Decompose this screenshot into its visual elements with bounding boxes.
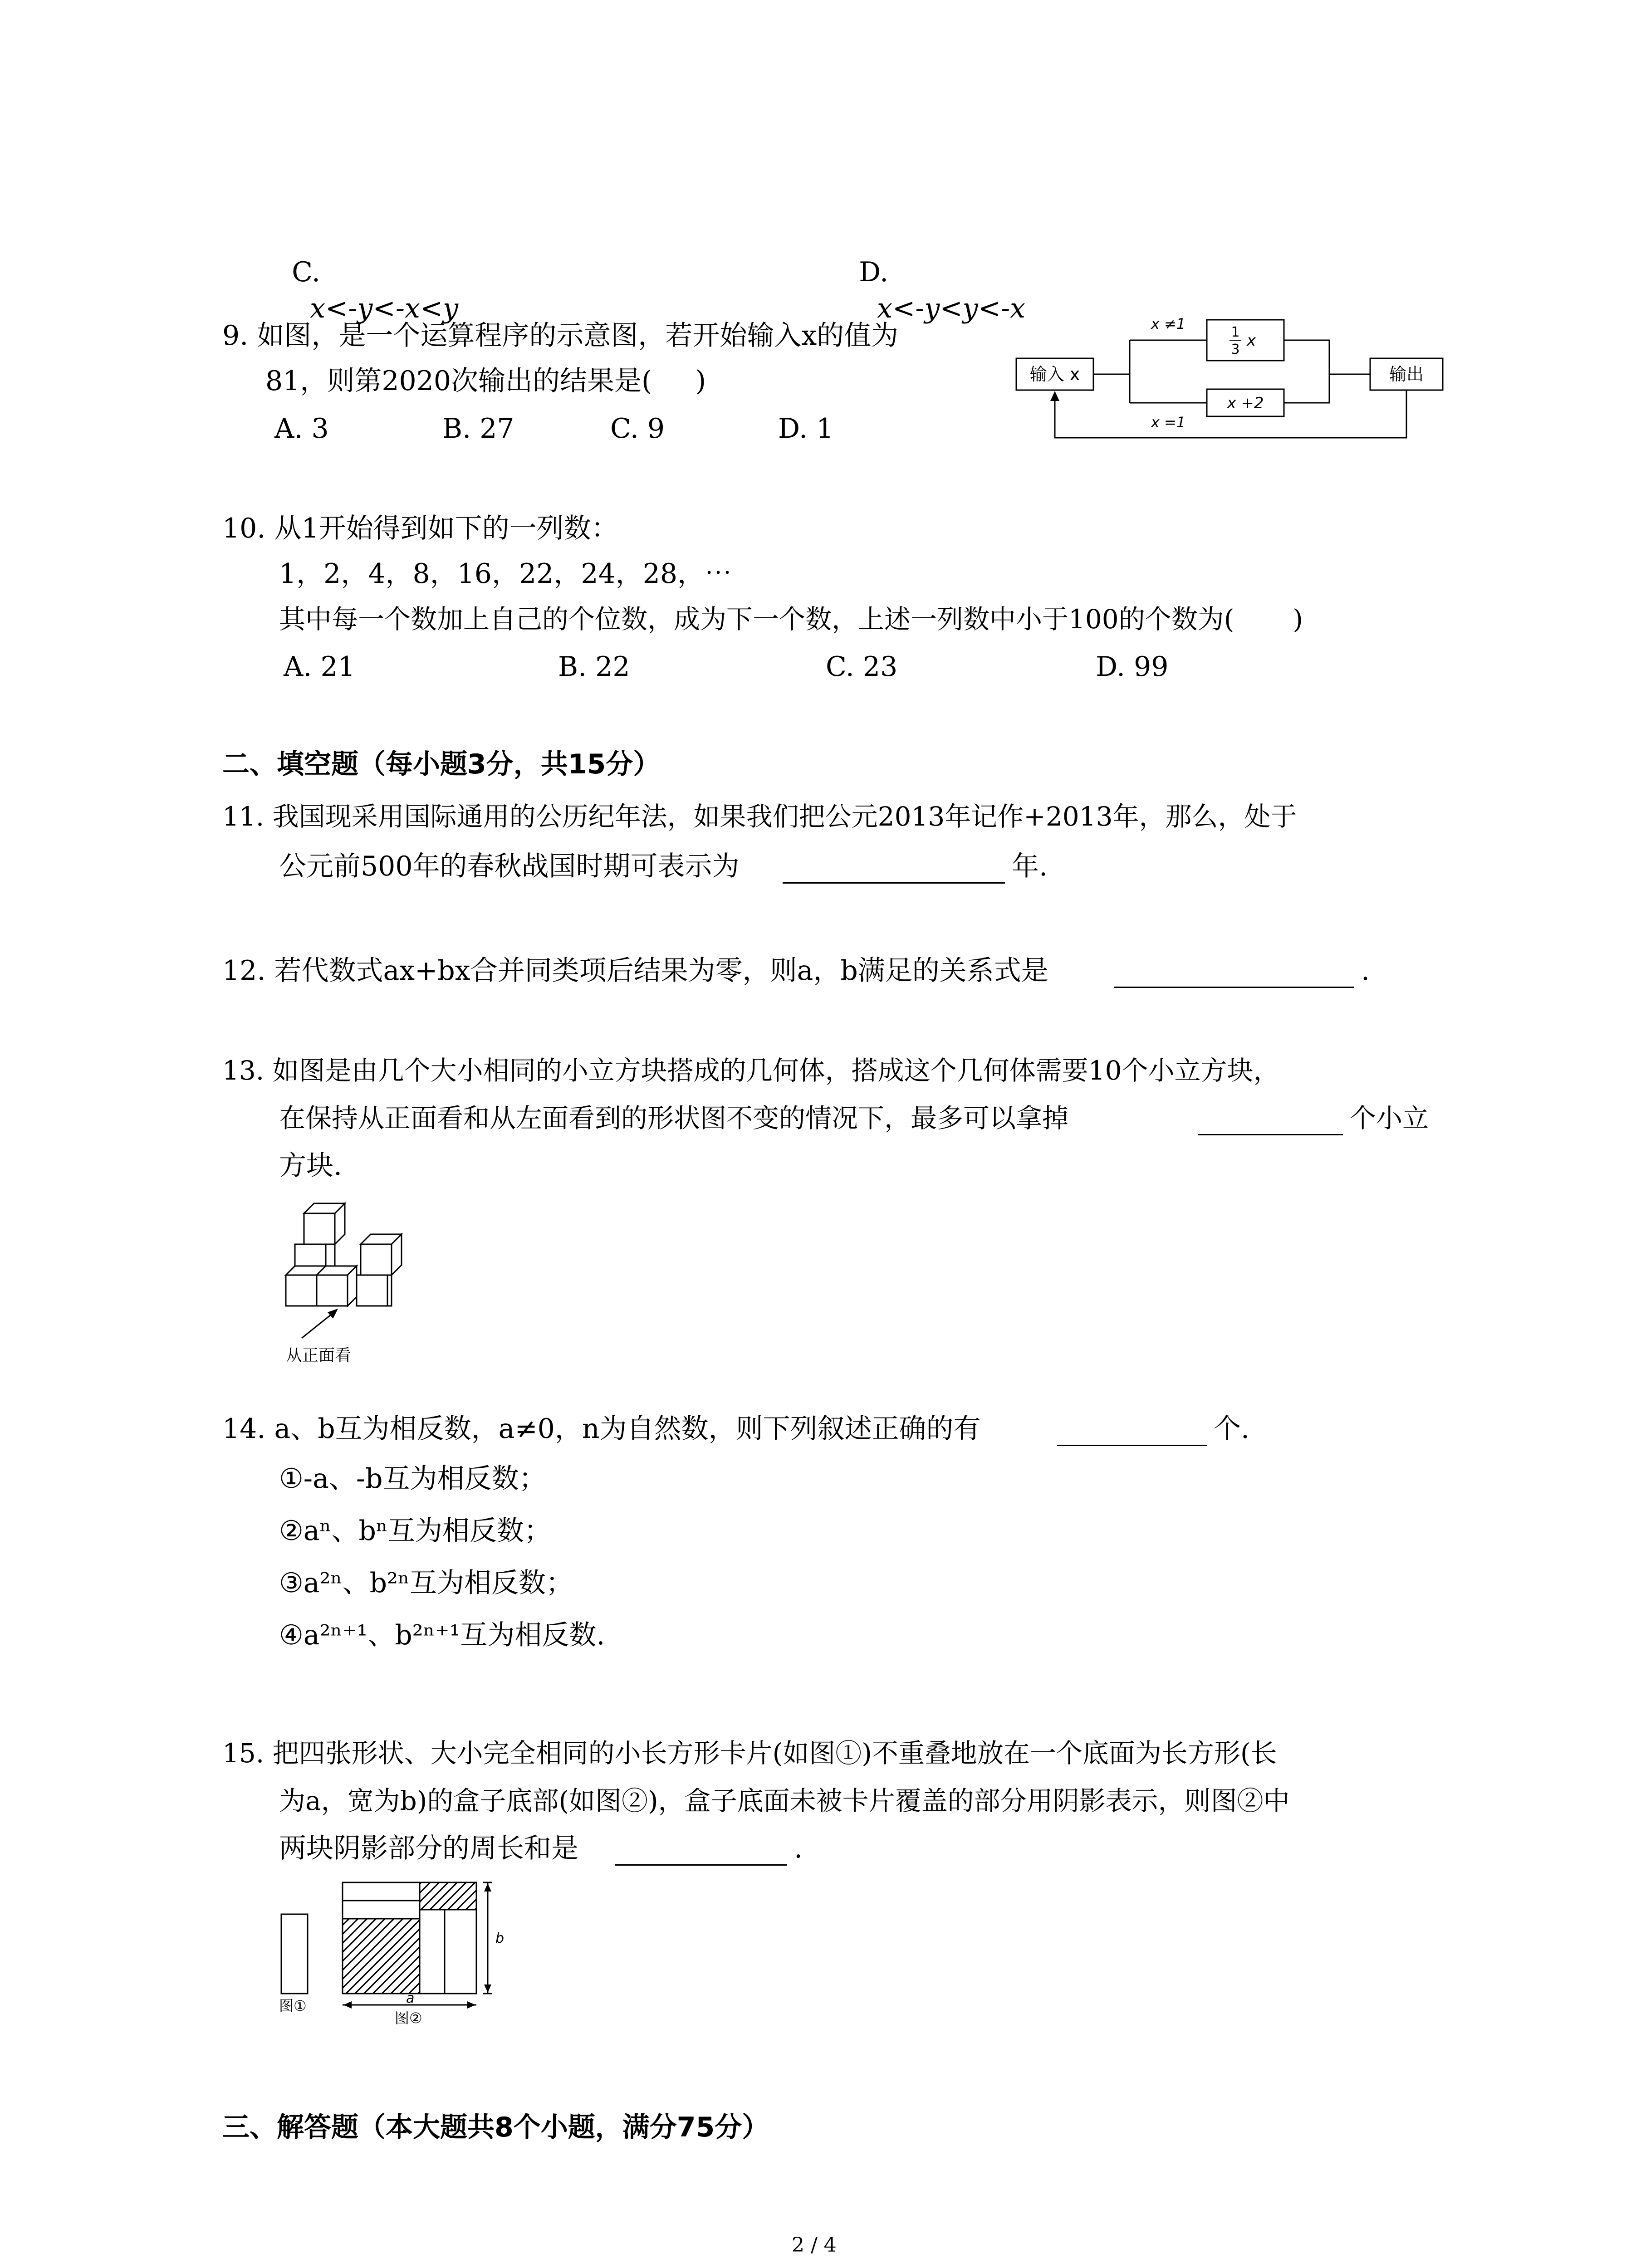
- q13-figure-label: 从正面看: [286, 1346, 352, 1365]
- q9-flow-diagram: [1012, 308, 1456, 454]
- q9-line1: 9. 如图，是一个运算程序的示意图，若开始输入x的值为: [222, 320, 899, 352]
- q10-line1: 10. 从1开始得到如下的一列数：: [222, 513, 618, 544]
- page-number: 2 / 4: [792, 2234, 837, 2257]
- q15-line1: 15. 把四张形状、大小完全相同的小长方形卡片(如图①)不重叠地放在一个底面为长方形(长: [222, 1738, 1277, 1769]
- q14-statement-3: ③a²ⁿ、b²ⁿ互为相反数；: [279, 1567, 573, 1599]
- q9-option-b: B. 27: [442, 413, 514, 445]
- section2-heading: 二、填空题（每小题3分，共15分）: [222, 748, 661, 780]
- q9-diagram-op-top-den: 3: [1231, 342, 1240, 357]
- q14-statement-1: ①-a、-b互为相反数；: [279, 1463, 546, 1495]
- q13-line2a: 在保持从正面看和从左面看到的形状图不变的情况下，最多可以拿掉: [279, 1103, 1069, 1134]
- q11-line2b: 年.: [1012, 850, 1048, 882]
- q10-option-b: B. 22: [558, 651, 630, 683]
- q14-answer-blank[interactable]: [1057, 1445, 1207, 1446]
- q8-option-d: [842, 218, 1025, 327]
- q8-option-d-label: D.: [859, 256, 889, 288]
- q9-option-a: A. 3: [274, 413, 329, 445]
- q10-option-a: A. 21: [284, 651, 355, 683]
- q9-diagram-cond-bottom: x =1: [1151, 414, 1186, 431]
- q14-line1b: 个.: [1214, 1413, 1250, 1445]
- q8-option-c: [274, 218, 458, 327]
- q10-line3: 其中每一个数加上自己的个位数，成为下一个数，上述一列数中小于100的个数为( ): [279, 604, 1303, 635]
- q13-line3: 方块.: [279, 1150, 343, 1182]
- q15-answer-blank[interactable]: [615, 1864, 787, 1866]
- q12-end: .: [1361, 955, 1370, 987]
- q12-text: 12. 若代数式ax+bx合并同类项后结果为零，则a，b满足的关系式是: [222, 955, 1048, 987]
- q9-line2: 81，则第2020次输出的结果是( ): [265, 365, 706, 397]
- q10-option-d: D. 99: [1096, 651, 1169, 683]
- q15-line3a: 两块阴影部分的周长和是: [279, 1833, 578, 1864]
- q14-line1a: 14. a、b互为相反数，a≠0，n为自然数，则下列叙述正确的有: [222, 1413, 981, 1445]
- q11-answer-blank[interactable]: [783, 882, 1005, 884]
- q15-dim-b: b: [495, 1931, 505, 1946]
- q8-option-c-expr: x<-y<-x<y: [310, 293, 458, 324]
- section3-heading: 三、解答题（本大题共8个小题，满分75分）: [222, 2112, 769, 2143]
- q14-statement-4: ④a²ⁿ⁺¹、b²ⁿ⁺¹互为相反数.: [279, 1619, 605, 1651]
- q9-diagram-output: 输出: [1389, 364, 1424, 384]
- q13-cube-figure: [277, 1186, 422, 1368]
- q9-option-d: D. 1: [778, 413, 834, 445]
- q10-line2: 1，2，4，8，16，22，24，28，⋯: [279, 558, 732, 590]
- q11-line2a: 公元前500年的春秋战国时期可表示为: [279, 850, 740, 882]
- q15-fig2-label: 图②: [395, 2009, 422, 2027]
- q15-figure: [274, 1867, 529, 2030]
- q11-line1: 11. 我国现采用国际通用的公历纪年法，如果我们把公元2013年记作+2013年，那么，处于: [222, 801, 1297, 832]
- q9-option-c: C. 9: [610, 413, 665, 445]
- q9-diagram-cond-top: x ≠1: [1151, 315, 1186, 332]
- q10-option-c: C. 23: [826, 651, 898, 683]
- q8-option-c-label: C.: [292, 256, 320, 288]
- q15-line2: 为a，宽为b)的盒子底部(如图②)，盒子底面未被卡片覆盖的部分用阴影表示，则图②中: [279, 1785, 1290, 1816]
- q13-answer-blank[interactable]: [1198, 1134, 1343, 1135]
- q9-diagram-op-top-var: x: [1246, 332, 1256, 350]
- q15-fig1-label: 图①: [279, 1997, 307, 2014]
- q8-option-d-expr: x<-y<y<-x: [877, 293, 1025, 324]
- q14-statement-2: ②aⁿ、bⁿ互为相反数；: [279, 1515, 551, 1547]
- q13-line2b: 个小立: [1350, 1103, 1429, 1134]
- q15-dim-a: a: [406, 1990, 415, 2006]
- q9-diagram-op-bottom: x +2: [1227, 394, 1264, 412]
- q15-line3b: .: [794, 1833, 803, 1864]
- q12-answer-blank[interactable]: [1114, 987, 1354, 988]
- q13-line1: 13. 如图是由几个大小相同的小立方块搭成的几何体，搭成这个几何体需要10个小立方块，: [222, 1055, 1280, 1086]
- q9-diagram-input: 输入 x: [1029, 364, 1080, 384]
- q9-diagram-op-top-num: 1: [1231, 324, 1240, 340]
